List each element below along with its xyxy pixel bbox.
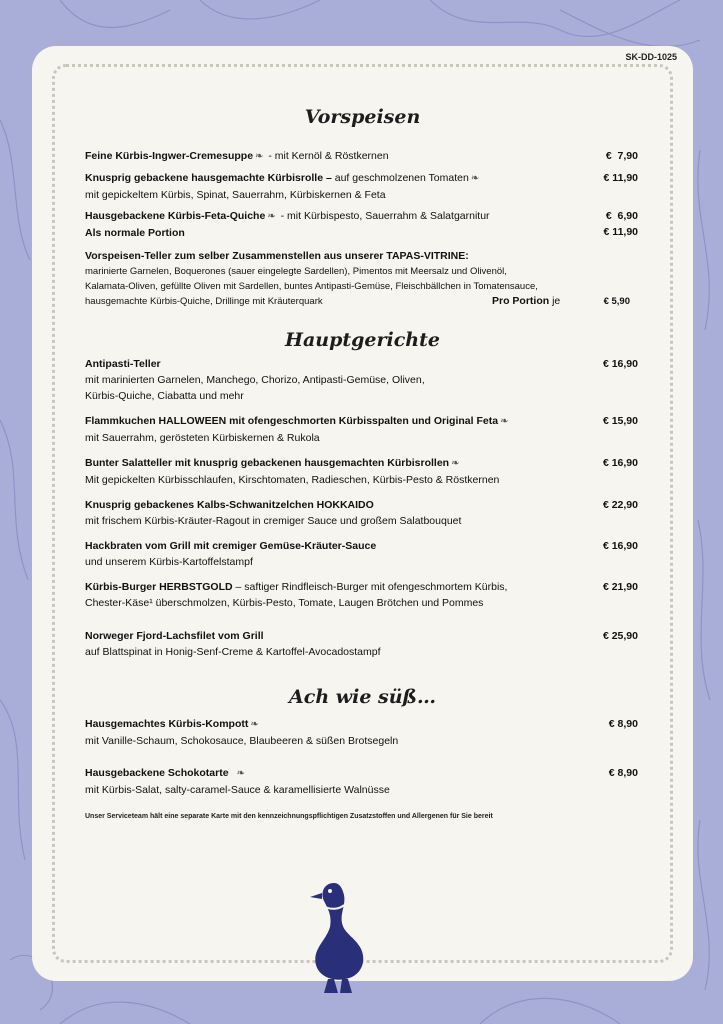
item-desc: - mit Kernöl & Röstkernen [265,150,389,162]
menu-item [85,765,638,798]
item-price: € 6,90 [605,210,638,222]
tapas-title: Vorspeisen-Teller zum selber Zusammenstellen aus unserer TAPAS-VITRINE: [85,250,469,262]
menu-item [85,413,638,446]
item-desc: - mit Kürbispesto, Sauerrahm & Salatgarnitur [277,210,490,222]
item-price: € 22,90 [602,499,638,511]
item-title-rest: – saftiger Rindfleisch-Burger mit ofengeschmortem Kürbis, [232,581,508,593]
item-line: mit frischem Kürbis-Kräuter-Ragout in cremiger Sauce und großem Salatbouquet [85,515,462,527]
item-line: Mit gepickelten Kürbisschlaufen, Kirschtomaten, Radieschen, Kürbis-Pesto & Röstkernen [85,474,500,486]
section-title-desserts: Ach wie süß… [289,686,436,708]
document-code: SK-DD-1025 [625,52,677,62]
item-line: mit marinierten Garnelen, Manchego, Chorizo, Antipasti-Gemüse, Oliven, [85,374,425,386]
goose-logo [304,875,370,999]
item-line: auf Blattspinat in Honig-Senf-Creme & Kartoffel-Avocadostampf [85,646,381,658]
menu-item [85,579,638,611]
item-title: Feine Kürbis-Ingwer-Cremesuppe [85,150,254,162]
menu-item [85,497,638,529]
item-line: mit gepickeltem Kürbis, Spinat, Sauerrahm, Kürbiskernen & Feta [85,189,386,201]
section-title-starters: Vorspeisen [304,106,421,128]
leaf-icon: ❧ [255,151,264,162]
item-price: € 25,90 [602,630,638,642]
section-title-mains: Hauptgerichte [285,329,440,351]
menu-card [32,46,693,981]
item-price: € 8,90 [608,767,638,779]
item-price: € 8,90 [608,718,638,730]
item-title: Knusprig gebackenes Kalbs-Schwanitzelchen HOKKAIDO [85,499,374,511]
tapas-line: marinierte Garnelen, Boquerones (sauer eingelegte Sardellen), Pimentos mit Meersalz und Olivenöl, [85,266,507,277]
tapas-line: Kalamata-Oliven, gefüllte Oliven mit Sardellen, buntes Antipasti-Gemüse, Fleischbällchen in Tomatensauce, [85,281,538,292]
item-title: Knusprig gebackene hausgemachte Kürbisrolle – [85,172,332,184]
item-price: € 7,90 [605,150,638,162]
item-desc: auf geschmolzenen Tomaten [331,172,469,184]
tapas-price: € 5,90 [603,296,630,307]
item-title: Flammkuchen HALLOWEEN mit ofengeschmorten Kürbisspalten und Original Feta [85,415,499,427]
menu-item [85,455,638,488]
leaf-icon: ❧ [451,458,460,469]
item-price: € 11,90 [603,172,638,184]
item-title: Antipasti-Teller [85,358,161,370]
portion-label: Pro Portion [492,295,550,307]
item-line: und unserem Kürbis-Kartoffelstampf [85,556,253,568]
menu-item [85,356,638,404]
item-line: mit Kürbis-Salat, salty-caramel-Sauce & karamellisierte Walnüsse [85,784,390,796]
portion-suffix: je [549,295,561,307]
item-price-2: € 11,90 [603,226,638,238]
item-line: mit Sauerrahm, gerösteten Kürbiskernen & Rukola [85,432,320,444]
item-subtitle: Als normale Portion [85,227,185,239]
item-price: € 15,90 [602,415,638,427]
item-line: Chester-Käse¹ überschmolzen, Kürbis-Pesto, Tomate, Laugen Brötchen und Pommes [85,597,484,609]
item-title: Hausgebackene Kürbis-Feta-Quiche [85,210,266,222]
leaf-icon: ❧ [470,173,480,184]
item-title: Hausgebackene Schokotarte [85,767,229,779]
item-title: Hausgemachtes Kürbis-Kompott [85,718,249,730]
item-price: € 16,90 [602,540,638,552]
allergen-note: Unser Serviceteam hält eine separate Karte mit den kennzeichnungspflichtigen Zusatzstoffen und Allergenen für Sie bereit [85,813,493,820]
item-title: Bunter Salatteller mit knusprig gebackenen hausgemachten Kürbisrollen [85,457,450,469]
menu-item [85,148,638,165]
leaf-icon: ❧ [236,768,245,779]
menu-item [85,628,638,660]
item-line: Kürbis-Quiche, Ciabatta und mehr [85,390,244,402]
menu-item [85,208,638,241]
tapas-line: hausgemachte Kürbis-Quiche, Drillinge mit Kräuterquark [85,296,323,307]
item-title: Hackbraten vom Grill mit cremiger Gemüse-Kräuter-Sauce [85,540,377,552]
item-price: € 16,90 [602,457,638,469]
item-title: Norweger Fjord-Lachsfilet vom Grill [85,630,264,642]
item-title: Kürbis-Burger HERBSTGOLD [85,581,233,593]
item-price: € 16,90 [602,358,638,370]
tapas-block [85,248,638,309]
item-line: mit Vanille-Schaum, Schokosauce, Blaubeeren & süßen Brotsegeln [85,735,399,747]
leaf-icon: ❧ [500,416,509,427]
menu-item [85,538,638,570]
menu-item [85,170,638,203]
item-price: € 21,90 [602,581,638,593]
menu-item [85,716,638,749]
leaf-icon: ❧ [250,719,259,730]
leaf-icon: ❧ [267,211,276,222]
